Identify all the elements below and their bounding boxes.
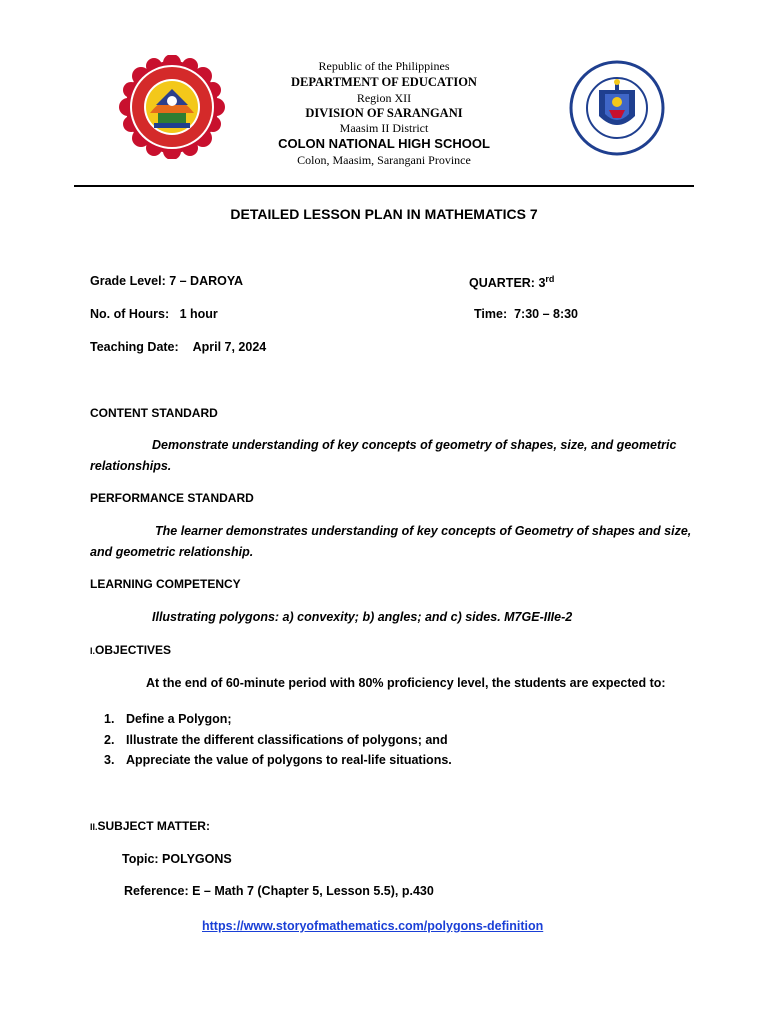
objectives-intro: At the end of 60-minute period with 80% proficiency level, the students are expected to: bbox=[146, 676, 666, 690]
header-region: Region XII bbox=[356, 91, 412, 105]
grade-level: Grade Level: 7 – DAROYA bbox=[90, 274, 244, 288]
header-division: DIVISION OF SARANGANI bbox=[305, 106, 463, 120]
time-label: Time: bbox=[474, 307, 508, 321]
page-title: DETAILED LESSON PLAN IN MATHEMATICS 7 bbox=[230, 206, 538, 222]
learning-competency-text: Illustrating polygons: a) convexity; b) angles; and c) sides. M7GE-IIIe-2 bbox=[152, 610, 573, 624]
time bbox=[474, 307, 578, 321]
objective-item: Define a Polygon; bbox=[126, 712, 232, 726]
date-value: April 7, 2024 bbox=[192, 340, 267, 354]
no-of-hours bbox=[90, 307, 218, 321]
header-address: Colon, Maasim, Sarangani Province bbox=[297, 153, 471, 167]
content-standard-line1: Demonstrate understanding of key concepts of geometry of shapes, size, and geometric bbox=[152, 438, 677, 452]
reference-link-wrapper bbox=[202, 917, 543, 935]
objective-number: 3. bbox=[104, 753, 115, 767]
subject-reference: Reference: E – Math 7 (Chapter 5, Lesson 5.5), p.430 bbox=[124, 884, 434, 898]
objective-number: 2. bbox=[104, 733, 115, 747]
subject-matter-title: SUBJECT MATTER: bbox=[97, 819, 210, 833]
subject-topic: Topic: POLYGONS bbox=[122, 852, 232, 866]
performance-standard-line2: and geometric relationship. bbox=[90, 545, 254, 559]
header-department: DEPARTMENT OF EDUCATION bbox=[291, 75, 477, 89]
objective-item: Illustrate the different classifications of polygons; and bbox=[126, 733, 448, 747]
reference-link[interactable]: https://www.storyofmathematics.com/polygons-definition bbox=[202, 919, 544, 933]
objective-item: Appreciate the value of polygons to real-life situations. bbox=[126, 753, 452, 767]
header-district: Maasim II District bbox=[339, 121, 429, 135]
header-republic: Republic of the Philippines bbox=[318, 59, 450, 73]
learning-competency-heading: LEARNING COMPETENCY bbox=[90, 577, 241, 591]
content-standard-heading: CONTENT STANDARD bbox=[90, 406, 218, 420]
quarter-superscript: rd bbox=[545, 274, 555, 284]
objectives-numeral: I. bbox=[90, 646, 96, 656]
teaching-date bbox=[90, 340, 266, 354]
performance-standard-line1: The learner demonstrates understanding of key concepts of Geometry of shapes and size, bbox=[155, 524, 692, 538]
hours-label: No. of Hours: bbox=[90, 307, 170, 321]
header-school-name: COLON NATIONAL HIGH SCHOOL bbox=[278, 136, 490, 151]
objective-number: 1. bbox=[104, 712, 115, 726]
objectives-title: OBJECTIVES bbox=[95, 643, 172, 657]
hours-value: 1 hour bbox=[179, 307, 218, 321]
time-value: 7:30 – 8:30 bbox=[514, 307, 579, 321]
quarter bbox=[469, 274, 554, 290]
quarter-label: QUARTER: 3 bbox=[469, 276, 546, 291]
content-standard-line2: relationships. bbox=[90, 459, 172, 473]
date-label: Teaching Date: bbox=[90, 340, 179, 354]
performance-standard-heading: PERFORMANCE STANDARD bbox=[90, 491, 254, 505]
subject-matter-numeral: II. bbox=[90, 822, 98, 832]
header-divider bbox=[74, 185, 694, 187]
objectives-heading bbox=[90, 643, 171, 657]
subject-matter-heading bbox=[90, 819, 210, 833]
